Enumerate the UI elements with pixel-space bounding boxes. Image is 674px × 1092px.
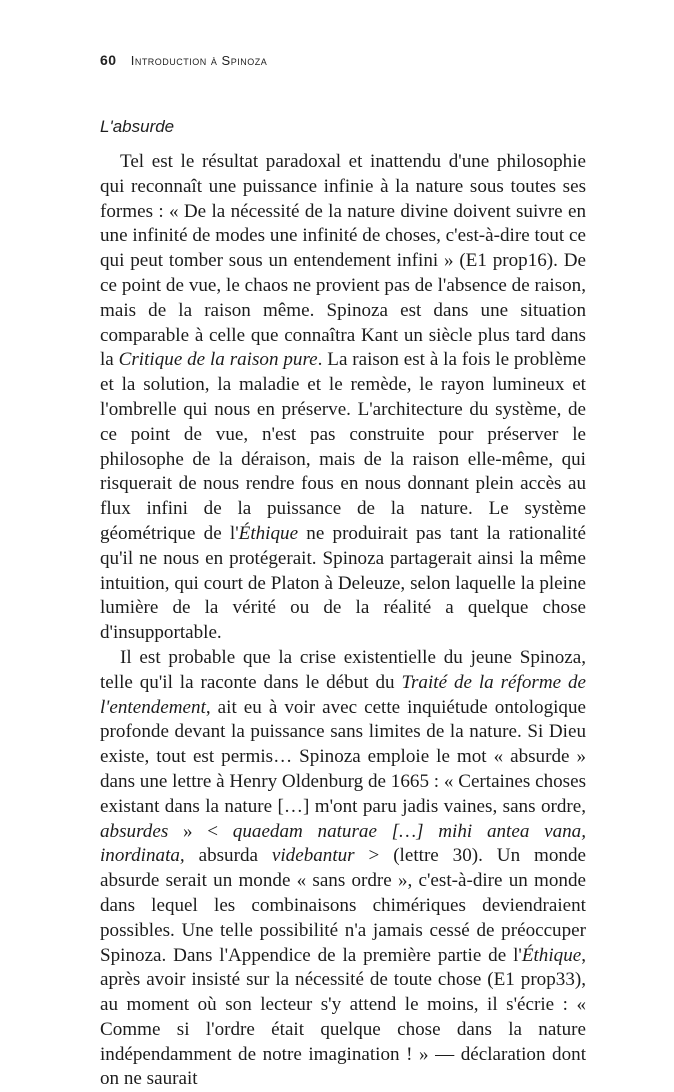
paragraph [100,150,586,646]
running-head [100,52,267,68]
text-run: > (lettre 30). Un monde absurde serait un monde « sans ordre », c'est-à-dire un monde dans lequel les combinaisons chimériques deviendraient possibles. Une telle possibilité n'a jamais cessé de préoccuper Spinoza. Dans l'Appendice de la première partie de l' [100,845,586,966]
text-run: , après avoir insisté sur la nécessité de toute chose (E1 prop33), au moment où son lecteur s'y attend le moins, il s'écrie : « Comme si l'ordre était quelque chose dans la nature indépendamment de notre imagination ! » — déclaration dont on ne saurait [100,944,586,1090]
text-run: » < [168,820,233,842]
text-run: absurda [184,845,272,867]
page-number: 60 [100,52,117,68]
italic-text: absurdes [100,820,169,842]
body-text [100,150,586,1092]
text-run: Il est probable que la crise existentielle du jeune Spinoza, telle qu'il la raconte dans le début du [100,646,586,693]
italic-text: Éthique [238,522,299,544]
italic-text: Éthique [521,944,582,966]
paragraph [100,646,586,1092]
italic-text: quaedam naturae […] mihi antea vana, inordinata, [100,820,586,867]
text-run: ne produirait pas tant la rationalité qu'il ne nous en protégerait. Spinoza partagerait ainsi la même intuition, qui court de Platon à Deleuze, selon laquelle la pleine lumière de la vérité ou de la réalité a quelque chose d'insupportable. [100,522,586,644]
section-title: L'absurde [100,117,175,136]
book-title: Introduction à Spinoza [130,53,268,68]
italic-text: Traité de la réforme de l'entendement [100,671,586,718]
text-run: Tel est le résultat paradoxal et inattendu d'une philosophie qui reconnaît une puissance infinie à la nature sous toutes ses formes : « De la nécessité de la nature divine doivent suivre en une infinité de modes une infinité de choses, c'est-à-dire tout ce qui peut tomber sous un entendement infini » (E1 prop16). De ce point de vue, le chaos ne provient pas de l'absence de raison, mais de la raison même. Spinoza est dans une situation comparable à celle que connaîtra Kant un siècle plus tard dans la [100,151,586,371]
text-run: . La raison est à la fois le problème et la solution, la maladie et le remède, le rayon lumineux et l'ombrelle qui nous en préserve. L'architecture du système, de ce point de vue, n'est pas construite pour préserver le philosophe de la déraison, mais de la raison elle-même, qui risquerait de nous rendre fous en nous donnant plein accès au flux infini de la puissance de la nature. Le système géométrique de l' [100,349,586,544]
text-run: , ait eu à voir avec cette inquiétude ontologique profonde devant la puissance sans limites de la nature. Si Dieu existe, tout est permis… Spinoza emploie le mot « absurde » dans une lettre à Henry Oldenburg de 1665 : « Certaines choses existant dans la nature […] m'ont paru jadis vaines, sans ordre, [100,696,586,817]
italic-text: videbantur [271,845,355,867]
italic-text: Critique de la raison pure [118,349,318,371]
